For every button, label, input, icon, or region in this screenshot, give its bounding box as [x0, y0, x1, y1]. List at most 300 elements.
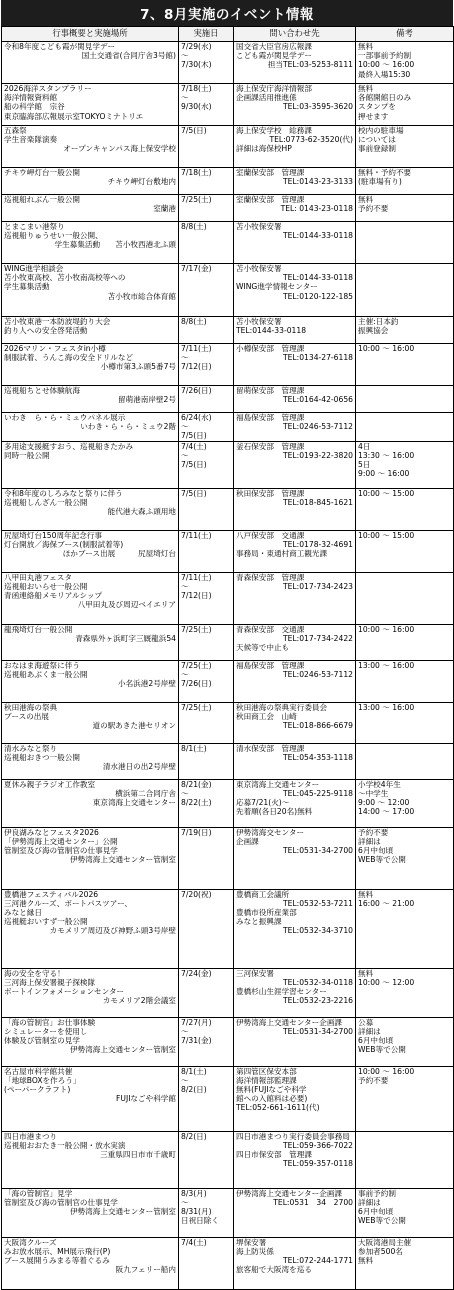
cell-event-line: オープンキャンパス海上保安学校 [63, 144, 176, 154]
cell-contact-line: 伊勢湾海上交通センター企画課 [236, 1188, 343, 1198]
cell-date-line: 8/2(日) [181, 1131, 207, 1141]
cell-notes-line: 予約不要 [358, 827, 389, 837]
cell-date-line: 7/4(土) [181, 441, 207, 451]
cell-date-line: 7/12(日) [181, 591, 212, 601]
cell-date-line: 7/24(金) [181, 968, 212, 978]
cell-notes-line: 公募 [358, 1017, 374, 1027]
cell-event [2, 413, 179, 442]
cell-date-line: 7/25(土) [181, 195, 212, 204]
cell-contact-line: TEL:0134-27-6118 [282, 353, 353, 363]
cell-event-line: 東京湾海上交通センター [92, 798, 176, 808]
cell-contact-line: 無料(FUJIなごや科学 [236, 1085, 307, 1095]
cell-date-line: 7/26(日) [181, 679, 212, 689]
cell-notes [356, 386, 454, 413]
cell-event-line: 留萌港南岸壁2号 [118, 395, 176, 405]
cell-contact-line: 留萌保安部 管理課 [236, 386, 305, 395]
cell-notes-line: 6月中旬頃 [358, 846, 394, 856]
cell-event [2, 84, 179, 126]
cell-event-line: 学生音楽隊演奏 [4, 135, 58, 145]
cell-date [179, 827, 234, 889]
cell-notes [356, 702, 454, 743]
cell-notes-line: については [358, 135, 396, 145]
cell-date [179, 624, 234, 660]
cell-contact [234, 413, 356, 442]
cell-event [2, 827, 179, 889]
cell-event [2, 1237, 179, 1289]
cell-notes-line: 詳細は [358, 836, 381, 846]
cell-date-line: 7/25(土) [181, 624, 212, 634]
cell-notes-line: 予約不要 [358, 204, 389, 214]
cell-contact-line: TEL:0532-23-2216 [282, 996, 353, 1006]
cell-contact-line: 館への入館料は必要) [236, 1094, 308, 1104]
cell-contact [234, 1237, 356, 1289]
cell-date [179, 530, 234, 572]
cell-contact [234, 344, 356, 386]
cell-event-line: 道の駅あきた港セリオン [92, 721, 176, 731]
table-row [2, 344, 454, 386]
header-notes: 備考 [356, 27, 454, 42]
cell-contact [234, 195, 356, 222]
cell-event-line: 「伊勢湾海上交通センター」公開 [4, 836, 118, 846]
cell-contact-line: 詳細は海保校HP [236, 144, 292, 154]
cell-contact-line: TEL:017-734-2423 [282, 581, 353, 591]
cell-notes [356, 488, 454, 530]
cell-event-line: 室蘭港 [153, 204, 176, 214]
cell-event-line: とまこまい港祭り [4, 222, 65, 231]
cell-event-line: みなと縁日 [4, 908, 42, 918]
cell-event-line: 夏休み親子ラジオ工作教室 [4, 779, 96, 789]
cell-date [179, 572, 234, 624]
cell-event-line: 三河港クルーズ、ボートパスツアー、 [4, 898, 133, 908]
cell-event-line: 尻屋埼灯台150周年記念行事 [4, 530, 103, 540]
cell-contact-line: TEL:0532-34-3710 [282, 926, 353, 936]
cell-date-line: 7/17(金) [181, 264, 212, 273]
cell-contact-line: TEL:0193-22-3820 [282, 450, 353, 460]
cell-event [2, 624, 179, 660]
cell-notes-line: 小学校4年生 [358, 779, 401, 789]
table-row [2, 441, 454, 488]
cell-event-line: 海の安全を守る！ [4, 968, 65, 978]
table-row [2, 1066, 454, 1131]
cell-event-line: 清水みなと祭り [4, 743, 58, 753]
cell-event-line: 巡視船りゅうせい一般公開、 [4, 231, 103, 241]
cell-contact-line: 天候等で中止も [236, 643, 290, 653]
cell-date-line: 8/8(土) [181, 222, 207, 231]
cell-event [2, 195, 179, 222]
cell-date-line: 8/3(月) [181, 1188, 207, 1198]
cell-contact-line: 豊橋杉山生涯学習センター [236, 987, 327, 997]
table-row [2, 743, 454, 779]
cell-notes-line: 詳細は [358, 1026, 381, 1036]
cell-date-line: 〜 [181, 1197, 189, 1207]
cell-contact [234, 168, 356, 195]
cell-contact-line: 企画課活用推進係 [236, 93, 297, 103]
cell-contact-line: 企画課 [236, 836, 259, 846]
cell-contact-line: 秋田港海の祭典実行委員会 [236, 702, 328, 712]
table-row [2, 195, 454, 222]
cell-date-line: 7/5(日) [181, 460, 207, 470]
cell-contact [234, 743, 356, 779]
cell-event-line: 東京臨海部広報展示室TOKYOミナトリエ [4, 111, 144, 121]
cell-date [179, 195, 234, 222]
cell-notes-line: 事前予約制 [358, 1188, 396, 1198]
table-row [2, 572, 454, 624]
table-row [2, 386, 454, 413]
cell-date-line: 〜 [181, 450, 189, 460]
cell-event-line: 釣り人への安全啓発活動 [4, 326, 88, 336]
cell-event-line: 国土交通省(合同庁舎3号館) [81, 51, 176, 61]
cell-notes-line: スタンプを [358, 102, 396, 112]
cell-event-line: 苫小牧東高校、苫小牧南高校等への [4, 273, 126, 283]
cell-notes-line: 9:00 〜 16:00 [358, 469, 410, 479]
cell-contact-line: 海上防災係 [236, 1246, 274, 1256]
cell-contact-line: WING進学情報センター [236, 282, 318, 292]
cell-contact [234, 386, 356, 413]
cell-notes-line: 予約不要 [358, 1075, 389, 1085]
cell-contact-line: TEL:059-366-7022 [282, 1140, 353, 1150]
table-row [2, 1237, 454, 1289]
cell-event [2, 572, 179, 624]
cell-notes-line: 10:00 〜 12:00 [358, 977, 415, 987]
cell-contact-line: 豊橋市役所産業部 [236, 908, 297, 918]
cell-event-line: 小樽市第3ふ頭5番7号 [100, 362, 176, 372]
cell-event-line: 苫小牧東港一本防波堤釣り大会 [4, 317, 111, 326]
cell-contact-line: TEL:0531-34-2700 [282, 1026, 353, 1036]
cell-event-line: 2026海洋スタンプラリー [4, 84, 92, 93]
cell-event-line: シミュレーターを使用し [4, 1026, 88, 1036]
cell-notes [356, 413, 454, 442]
table-row [2, 413, 454, 442]
cell-date-line: 〜 [181, 422, 189, 432]
cell-event-line: 「海の管制官」見学 [4, 1188, 73, 1198]
cell-event [2, 779, 179, 827]
cell-date-line: 日祝日除く [181, 1216, 219, 1226]
cell-contact-line: 苫小牧保安署 [236, 222, 282, 231]
cell-notes-line: 10:00 〜 16:00 [358, 60, 415, 70]
cell-date-line: 7/5(日) [181, 488, 207, 498]
cell-notes-line: WEB等で公開 [358, 1045, 406, 1055]
cell-date-line: 8/21(金) [181, 779, 212, 789]
cell-event-line: 巡視船しんざん一般公開 [4, 497, 88, 507]
cell-event-line: 五森祭 [4, 126, 27, 135]
cell-date-line: 7/11(土) [181, 530, 212, 540]
cell-contact-line: 担当TEL:03-5253-8111 [267, 60, 353, 70]
cell-event-line: 能代港大森ふ頭用地 [107, 507, 176, 517]
cell-event [2, 1188, 179, 1237]
cell-event-line: 龍飛埼灯台一般公開 [4, 624, 73, 634]
cell-contact [234, 488, 356, 530]
cell-notes [356, 572, 454, 624]
cell-event-line: カモメリア周辺及び神野ふ頭3号岸壁 [49, 926, 176, 936]
cell-contact-line: 青森保安部 交通課 [236, 624, 305, 634]
cell-notes-line: 無料 [358, 84, 374, 93]
table-row [2, 660, 454, 702]
cell-contact [234, 264, 356, 317]
table-body [2, 42, 454, 1290]
cell-contact-line: 先着順(各日20名)無料 [236, 807, 313, 817]
cell-date [179, 264, 234, 317]
cell-notes [356, 126, 454, 168]
cell-contact-line: 東京湾海上交通センター [236, 779, 320, 789]
cell-event [2, 126, 179, 168]
cell-contact [234, 827, 356, 889]
cell-notes [356, 1237, 454, 1289]
cell-contact [234, 1188, 356, 1237]
cell-contact-line: みなと振興課 [236, 917, 282, 927]
table-row [2, 42, 454, 84]
cell-event-line: 巡視艇おいすず一般公開 [4, 917, 88, 927]
cell-event [2, 1066, 179, 1131]
cell-event-line: (ペーパークラフト) [4, 1085, 71, 1095]
cell-contact-line: 清水保安部 管理課 [236, 743, 305, 753]
cell-contact-line: 海上保安学校 総務課 [236, 126, 312, 135]
table-row [2, 84, 454, 126]
table-row [2, 264, 454, 317]
cell-contact-line: 福島保安部 管理課 [236, 413, 305, 422]
cell-event-line: 令和8年度のしろみなと祭りに伴う [4, 488, 123, 498]
cell-notes-line: 4日 [358, 441, 371, 451]
cell-event [2, 441, 179, 488]
cell-event-line: 清水港日の出2号岸壁 [102, 762, 176, 772]
cell-notes-line: 13:00 〜 16:00 [358, 702, 415, 712]
cell-date [179, 968, 234, 1017]
cell-contact-line: 青森保安部 管理課 [236, 572, 305, 582]
cell-contact-line: TEL:0246-53-7112 [282, 669, 353, 679]
table-row [2, 702, 454, 743]
cell-contact [234, 84, 356, 126]
cell-date-line: 8/2(日) [181, 1085, 207, 1095]
cell-date-line: 7/27(月) [181, 1017, 212, 1027]
cell-date [179, 222, 234, 264]
cell-date-line: 〜 [181, 669, 189, 679]
cell-contact-line: 小樽保安部 管理課 [236, 344, 305, 353]
cell-notes [356, 344, 454, 386]
cell-notes [356, 1066, 454, 1131]
cell-notes [356, 968, 454, 1017]
cell-event-line: ボートインフォメーションセンター [4, 987, 125, 997]
cell-date-line: 8/31(月) [181, 1207, 212, 1217]
cell-event-line: 八甲田丸港フェスタ [4, 572, 72, 582]
cell-contact [234, 126, 356, 168]
cell-date [179, 660, 234, 702]
cell-date-line: 7/20(祝) [181, 889, 212, 899]
cell-event [2, 42, 179, 84]
cell-notes-line: 無料 [358, 889, 374, 899]
cell-event [2, 264, 179, 317]
cell-event-line: 2026マリン・フェスタin小樽 [4, 344, 106, 353]
cell-date-line: 7/31(金) [181, 1036, 212, 1046]
cell-date-line: 9/30(水) [181, 102, 212, 112]
table-row [2, 1131, 454, 1188]
cell-date-line: 8/8(土) [181, 317, 207, 326]
cell-event-line: 「地球BOXを作ろう」 [4, 1075, 81, 1085]
cell-contact-line: 豊橋商工会議所 [236, 889, 290, 899]
cell-event-line: 三河海上保安署親子探検隊 [4, 977, 96, 987]
cell-contact-line: TEL:0532-34-0118 [282, 977, 353, 987]
cell-event-line: 四日市港まつり [4, 1131, 58, 1141]
cell-date [179, 413, 234, 442]
cell-contact [234, 889, 356, 968]
cell-date [179, 488, 234, 530]
cell-event-line: 巡視船おきつ一般公開 [4, 752, 80, 762]
header-contact: 問い合わせ先 [234, 27, 356, 42]
cell-event-line: WING進学相談会 [4, 264, 64, 273]
cell-contact [234, 702, 356, 743]
cell-event-line: ブースの出展 [4, 711, 49, 721]
cell-notes [356, 441, 454, 488]
cell-notes [356, 624, 454, 660]
cell-date [179, 1188, 234, 1237]
cell-event-line: チキウ岬灯台敷地内 [107, 177, 176, 187]
cell-contact-line: TEL:018-866-6679 [282, 721, 353, 731]
cell-notes-line: 5日 [358, 460, 371, 470]
cell-contact-line: TEL:0120-122-185 [282, 291, 353, 301]
cell-contact-line: 苫小牧保安署 [236, 317, 282, 326]
cell-notes-line: 13:30 〜 16:00 [358, 450, 415, 460]
cell-notes-line: 6月中旬頃 [358, 1207, 394, 1217]
cell-date-line: 〜 [181, 581, 189, 591]
cell-contact-line: 海洋情報部監理課 [236, 1075, 297, 1085]
table-row [2, 317, 454, 344]
cell-date [179, 1237, 234, 1289]
cell-contact-line: 伊勢湾海交センター [236, 827, 305, 837]
cell-notes-line: (駐車場有り) [358, 177, 402, 187]
cell-contact [234, 530, 356, 572]
cell-contact-line: TEL:017-734-2422 [282, 633, 353, 643]
cell-notes [356, 222, 454, 264]
cell-notes-line: 事前登録制 [358, 144, 396, 154]
cell-event-line: おなはま海遊祭に伴う [4, 660, 80, 670]
cell-date-line: 7/4(土) [181, 1237, 207, 1247]
cell-date [179, 889, 234, 968]
cell-notes-line: 10:00 〜 16:00 [358, 1066, 415, 1076]
cell-notes [356, 1188, 454, 1237]
cell-event-line: 名古屋市科学館共催 [4, 1066, 73, 1076]
cell-event-line: 苫小牧市総合体育館 [107, 291, 176, 301]
cell-contact-line: TEL:072-244-1771 [282, 1256, 353, 1266]
table-header-row [2, 27, 454, 42]
cell-notes [356, 42, 454, 84]
table-row [2, 222, 454, 264]
cell-event-line: 大阪湾クルーズ [4, 1237, 57, 1247]
cell-notes-line: 無料・予約不要 [358, 168, 412, 177]
cell-contact-line: TEL:0531-34-2700 [282, 846, 353, 856]
cell-date [179, 1066, 234, 1131]
cell-date [179, 84, 234, 126]
cell-event-line: 海洋情報資料館 [4, 93, 58, 103]
cell-contact-line: 苫小牧保安署 [236, 264, 282, 273]
cell-event-line: 船の科学館 宗谷 [4, 102, 65, 112]
cell-event [2, 1017, 179, 1066]
cell-notes-line: 最終入場15:30 [358, 69, 411, 79]
cell-contact-line: 第四管区保安本部 [236, 1066, 297, 1076]
cell-date-line: 7/25(土) [181, 660, 212, 670]
cell-date [179, 126, 234, 168]
cell-notes-line: 詳細は [358, 1197, 381, 1207]
cell-event-line: 阪九フェリー船内 [115, 1265, 176, 1275]
cell-contact [234, 441, 356, 488]
cell-event-line: 八甲田丸及び周辺ベイエリア [77, 600, 176, 610]
cell-contact-line: 四日市港まつり実行委員会事務局 [236, 1131, 350, 1141]
cell-date-line: 7/30(木) [181, 60, 212, 70]
cell-contact [234, 624, 356, 660]
cell-date-line: 7/18(土) [181, 84, 212, 93]
cell-contact [234, 42, 356, 84]
cell-contact-line: TEL:0144-33-0118 [236, 326, 307, 336]
cell-event-line: 体験及び管制室の見学 [4, 1036, 80, 1046]
table-row [2, 1188, 454, 1237]
cell-event-line: 「海の管制官」お仕事体験 [4, 1017, 96, 1027]
cell-notes-line: 主催:日本釣 [358, 317, 399, 326]
header-event: 行事概要と実施場所 [2, 27, 179, 42]
cell-event-line: 小名浜港2号岸壁 [118, 679, 176, 689]
cell-notes [356, 530, 454, 572]
cell-date-line: 7/11(土) [181, 572, 212, 582]
cell-contact-line: 事務局・東通村商工観光課 [236, 549, 328, 559]
cell-contact-line: TEL:0178-32-4691 [282, 539, 353, 549]
cell-contact-line: TEL:0143-23-3133 [282, 177, 353, 187]
cell-event-line: 令和8年度こども霞が関見学デー [4, 42, 116, 51]
cell-notes-line: 14:00 〜 17:00 [358, 807, 415, 817]
cell-event [2, 317, 179, 344]
cell-event-line: いわき・ら・ら・ミュウ2階 [80, 422, 176, 432]
cell-event-line: 巡視船れぶん一般公開 [4, 195, 80, 204]
cell-date-line: 7/5(日) [181, 431, 207, 441]
cell-event [2, 1131, 179, 1188]
cell-contact-line: 室蘭保安部 管理課 [236, 195, 305, 204]
cell-contact-line: TEL:0246-53-7112 [282, 422, 353, 432]
cell-event [2, 660, 179, 702]
cell-contact-line: 海上保安庁海洋情報部 [236, 84, 312, 93]
cell-notes [356, 195, 454, 222]
cell-contact-line: TEL:0164-42-0656 [282, 395, 353, 405]
cell-notes-line: 各館開館日のみ [358, 93, 412, 103]
cell-date-line: 7/29(水) [181, 42, 212, 51]
cell-notes [356, 1131, 454, 1188]
cell-event-line: 伊良湖みなとフェスタ2026 [4, 827, 99, 837]
table-row [2, 1017, 454, 1066]
cell-date-line: 7/26(日) [181, 386, 212, 395]
cell-notes-line: 無料 [358, 968, 374, 978]
cell-event-line: 巡視船おおたき一般公開・放水実演 [4, 1140, 126, 1150]
cell-contact [234, 779, 356, 827]
cell-date [179, 441, 234, 488]
cell-event-line: 巡視船おいらせ一般公開 [4, 581, 88, 591]
cell-event-line: 青森県外ヶ浜町字三厩龍浜54 [75, 633, 176, 643]
cell-date-line: 〜 [181, 1026, 189, 1036]
cell-event-line: 伊勢湾海上交通センター管制室 [69, 855, 176, 865]
cell-date-line: 〜 [181, 353, 189, 363]
cell-notes [356, 743, 454, 779]
cell-event [2, 222, 179, 264]
cell-contact-line: TEL:059-357-0118 [282, 1159, 353, 1169]
cell-date [179, 1131, 234, 1188]
cell-contact-line: TEL:018-845-1621 [282, 497, 353, 507]
cell-notes-line: WEB等で公開 [358, 1216, 406, 1226]
cell-date-line: 〜 [181, 1075, 189, 1085]
cell-notes-line: 一部事前予約制 [358, 51, 412, 61]
table-row [2, 779, 454, 827]
cell-date-line: 7/12(日) [181, 362, 212, 372]
cell-notes-line: 押せます [358, 111, 389, 121]
header-date: 実施日 [179, 27, 234, 42]
cell-event [2, 968, 179, 1017]
cell-event [2, 530, 179, 572]
cell-notes-line: 無料 [358, 195, 374, 204]
cell-contact-line: 八戸保安部 交通課 [236, 530, 305, 540]
cell-event-line: いわき ら・ら・ミュウパネル展示 [4, 413, 126, 422]
cell-event-line: 秋田港海の祭典 [4, 702, 58, 712]
